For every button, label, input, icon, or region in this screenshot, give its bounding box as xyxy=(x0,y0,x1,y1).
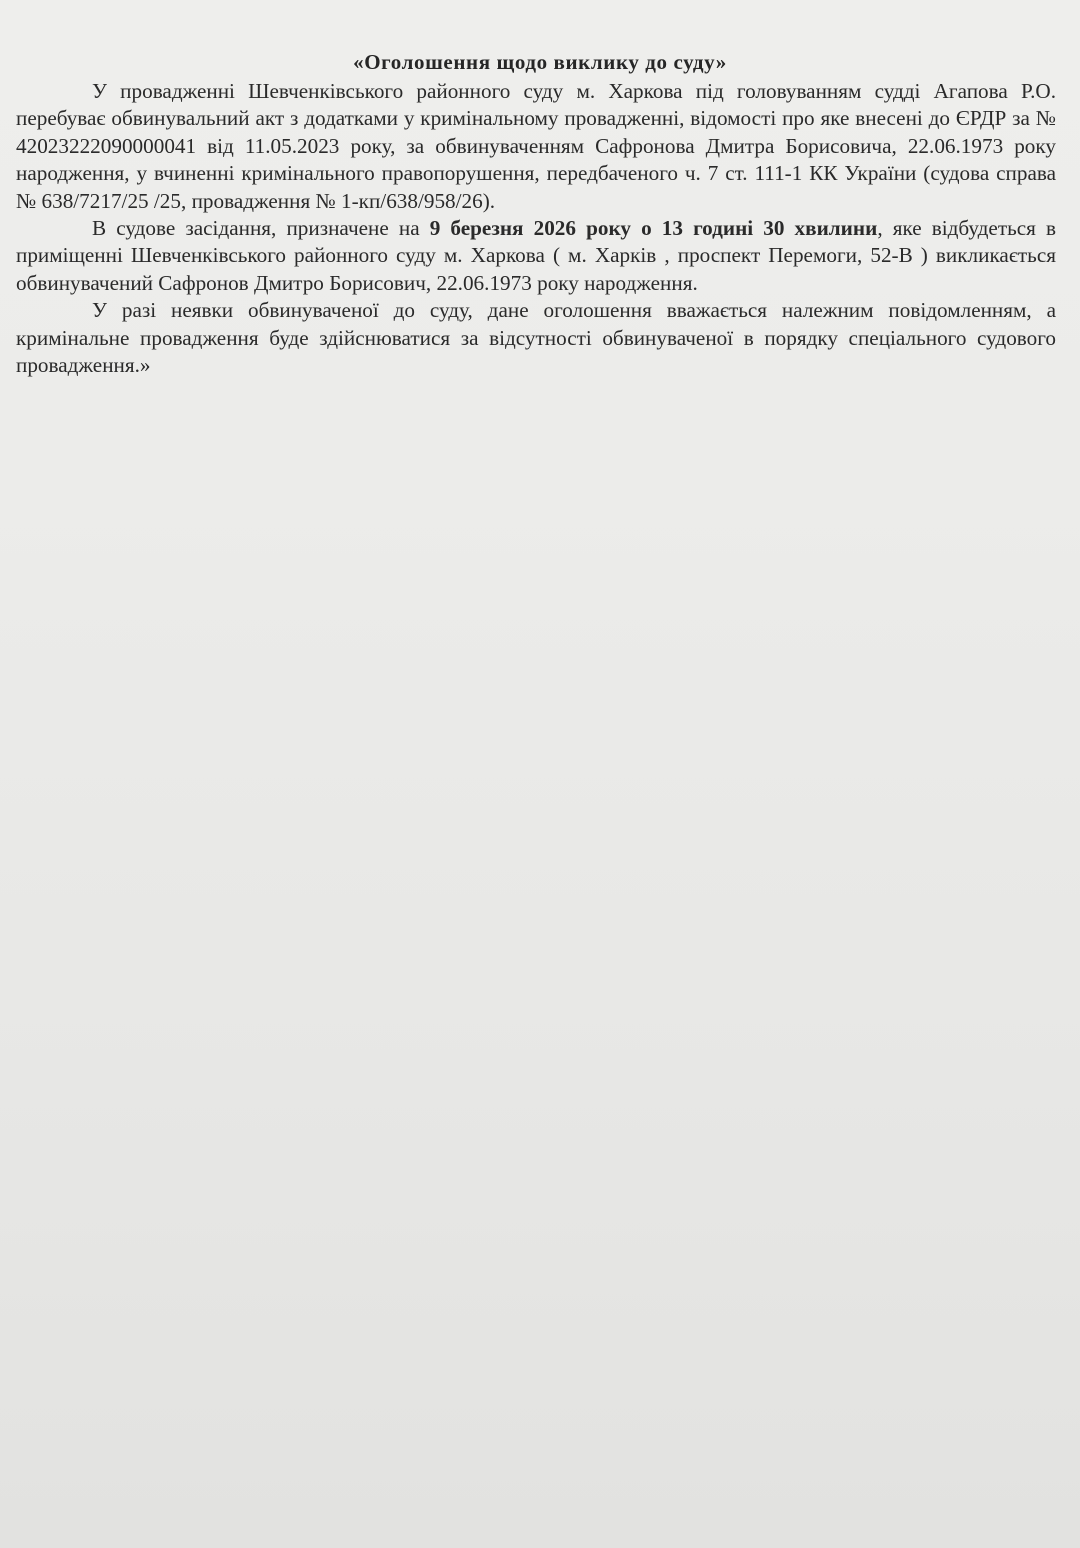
document-title: «Оголошення щодо виклику до суду» xyxy=(353,50,727,74)
paragraph-absence-notice: У разі неявки обвинуваченої до суду, дане оголошення вважається належним повідомленням, а кримінальне провадження буде здійснюватися за відсутності обвинуваченої в порядку спеціального судового провадження.» xyxy=(16,298,1056,378)
hearing-location-text: , яке відбудеться в приміщенні Шевченківського районного суду м. Харкова ( м. Харків , проспект Перемоги, 52-В ) викликається обвинувачений Сафронов Дмитро Борисович, 22.06.1973 року народження. xyxy=(16,216,1056,295)
paragraph-case-details: У провадженні Шевченківського районного суду м. Харкова під головуванням судді Агапова Р.О. перебуває обвинувальний акт з додатками у кримінальному провадженні, відомості про яке внесені до ЄРДР за № 42023222090000041 від 11.05.2023 року, за обвинуваченням Сафронова Дмитра Борисовича, 22.06.1973 року народження, у вчиненні кримінального правопорушення, передбаченого ч. 7 ст. 111-1 КК України (судова справа № 638/7217/25 /25, провадження № 1-кп/638/958/26). xyxy=(16,79,1056,213)
document-body xyxy=(16,78,1056,379)
paragraph-hearing-summons xyxy=(16,215,1056,297)
hearing-lead-text: В судове засідання, призначене на xyxy=(92,216,430,241)
hearing-datetime: 9 березня 2026 року о 13 годині 30 хвилини xyxy=(429,216,878,241)
